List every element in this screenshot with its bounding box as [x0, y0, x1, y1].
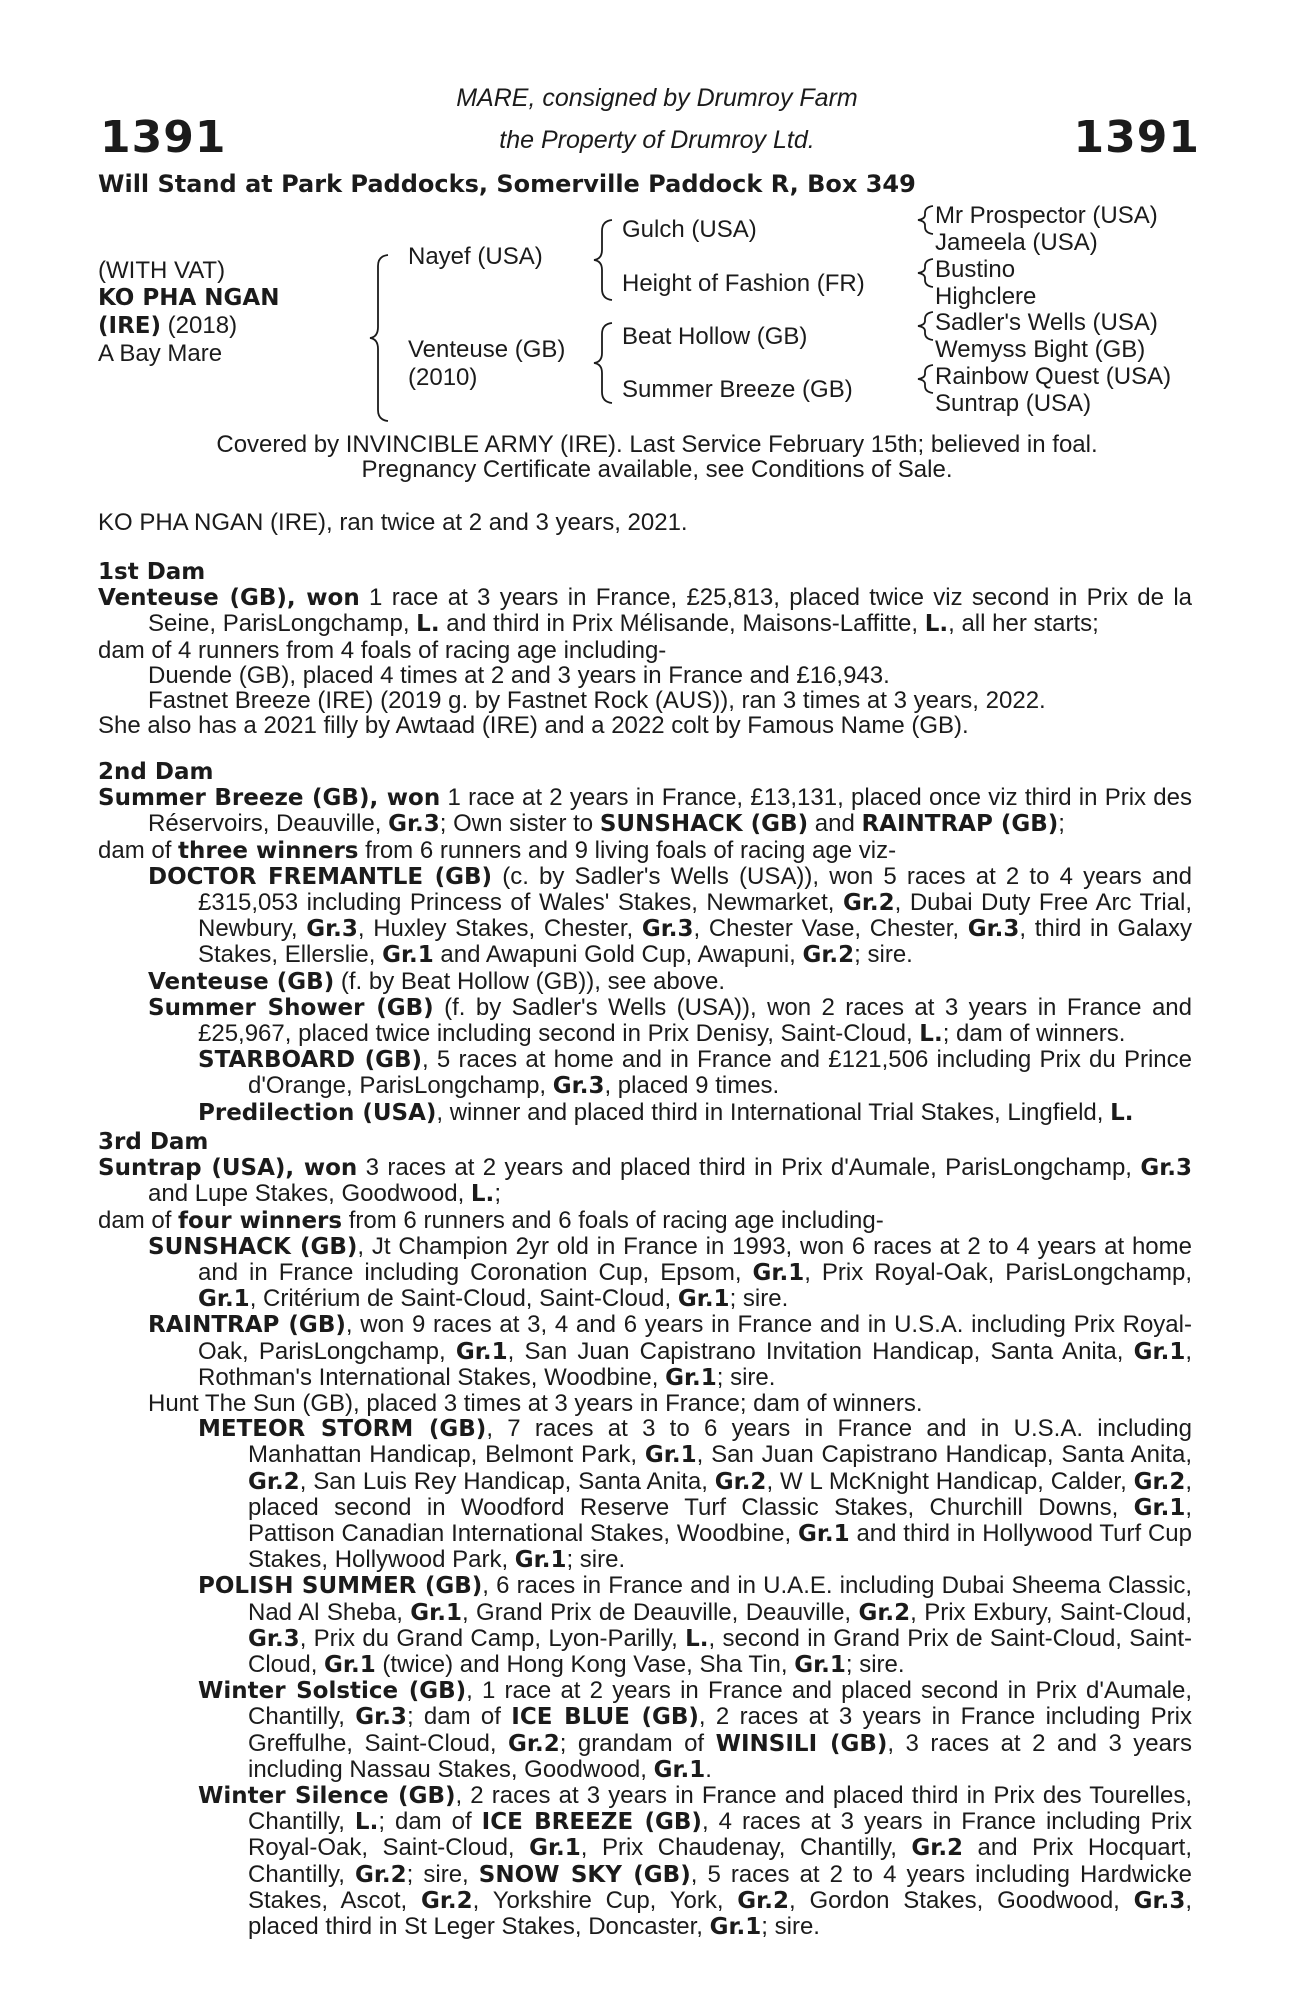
horse-description: A Bay Mare	[98, 340, 223, 367]
third-dam-heading: 3rd Dam	[98, 1129, 209, 1155]
first-dam-young-stock: She also has a 2021 filly by Awtaad (IRE) and a 2022 colt by Famous Name (GB).	[98, 712, 969, 740]
dam-year: (2010)	[408, 364, 478, 391]
stand-location: Will Stand at Park Paddocks, Somerville Paddock R, Box 349	[98, 170, 916, 198]
produce-polish-summer: POLISH SUMMER (GB), 6 races in France and in U.A.E. including Dubai Sheema Classic, Nad Al Sheba, Gr.1, Grand Prix de Deauville, Deauville, Gr.2, Prix Exbury, Saint-Cloud, Gr.3, Prix du Grand Camp, Lyon-Parilly, L., second in Grand Prix de Saint-Cloud, Saint-Cloud, Gr.1 (twice) and Hong Kong Vase, Sha Tin, Gr.1; sire.	[198, 1572, 1192, 1679]
horse-year: (2018)	[161, 312, 238, 339]
produce-winter-silence: Winter Silence (GB), 2 races at 3 years in France and placed third in Prix des Tourelles, Chantilly, L.; dam of ICE BREEZE (GB), 4 races at 3 years in France including Prix Royal-Oak, Saint-Cloud, Gr.1, Prix Chaudenay, Chantilly, Gr.2 and Prix Hocquart, Chantilly, Gr.2; sire, SNOW SKY (GB), 5 races at 2 to 4 years including Hardwicke Stakes, Ascot, Gr.2, Yorkshire Cup, York, Gr.2, Gordon Stakes, Goodwood, Gr.3, placed third in St Leger Stakes, Doncaster, Gr.1; sire.	[198, 1782, 1193, 1941]
race-summary: KO PHA NGAN (IRE), ran twice at 2 and 3 years, 2021.	[98, 509, 688, 536]
dam-sire: Beat Hollow (GB)	[622, 323, 808, 350]
covering-line-1: Covered by INVINCIBLE ARMY (IRE). Last Service February 15th; believed in foal.	[216, 431, 1098, 458]
great-grandparent-1: Mr Prospector (USA)	[935, 202, 1158, 229]
great-grandparent-7: Rainbow Quest (USA)	[935, 363, 1172, 390]
third-dam-section	[98, 1130, 1192, 1940]
sire-sire: Gulch (USA)	[622, 216, 757, 243]
third-dam-record: Suntrap (USA), won 3 races at 2 years and placed third in Prix d'Aumale, ParisLongchamp, Gr.3 and Lupe Stakes, Goodwood, L.;	[98, 1154, 1193, 1208]
produce-doctor-fremantle: DOCTOR FREMANTLE (GB) (c. by Sadler's Wells (USA)), won 5 races at 2 to 4 years and £315,053 including Princess of Wales' Stakes, Newmarket, Gr.2, Dubai Duty Free Arc Trial, Newbury, Gr.3, Huxley Stakes, Chester, Gr.3, Chester Vase, Chester, Gr.3, third in Galaxy Stakes, Ellerslie, Gr.1 and Awapuni Gold Cup, Awapuni, Gr.2; sire.	[148, 862, 1193, 969]
produce-meteor-storm: METEOR STORM (GB), 7 races at 3 to 6 years in France and in U.S.A. including Manhattan Handicap, Belmont Park, Gr.1, San Juan Capistrano Handicap, Santa Anita, Gr.2, San Luis Rey Handicap, Santa Anita, Gr.2, W L McKnight Handicap, Calder, Gr.2, placed second in Woodford Reserve Turf Classic Stakes, Churchill Downs, Gr.1, Pattison Canadian International Stakes, Woodbine, Gr.1 and third in Hollywood Turf Cup Stakes, Hollywood Park, Gr.1; sire.	[198, 1415, 1193, 1574]
covering-note	[0, 432, 1314, 482]
produce-predilection: Predilection (USA), winner and placed third in International Trial Stakes, Lingfield, L.	[198, 1098, 1134, 1126]
second-dam-record: Summer Breeze (GB), won 1 race at 2 years in France, £13,131, placed once viz third in Prix des Réservoirs, Deauville, Gr.3; Own sister to SUNSHACK (GB) and RAINTRAP (GB);	[98, 784, 1192, 838]
great-grandparent-6: Wemyss Bight (GB)	[935, 336, 1146, 363]
dam-name: Venteuse (GB)	[408, 336, 566, 363]
great-grandparent-5: Sadler's Wells (USA)	[935, 309, 1158, 336]
produce-venteuse: Venteuse (GB) (f. by Beat Hollow (GB)), see above.	[148, 967, 726, 995]
second-dam-produce-intro: dam of three winners from 6 runners and 9 living foals of racing age viz-	[98, 836, 897, 864]
consignor-line: MARE, consigned by Drumroy Farm	[456, 84, 858, 112]
second-dam-section	[98, 760, 1192, 1126]
covering-line-2: Pregnancy Certificate available, see Conditions of Sale.	[361, 456, 953, 483]
lot-number-left: 1391	[100, 112, 227, 163]
second-dam-heading: 2nd Dam	[98, 759, 214, 785]
produce-winter-solstice: Winter Solstice (GB), 1 race at 2 years in France and placed second in Prix d'Aumale, Chantilly, Gr.3; dam of ICE BLUE (GB), 2 races at 3 years in France including Prix Greffulhe, Saint-Cloud, Gr.2; grandam of WINSILI (GB), 3 races at 2 and 3 years including Nassau Stakes, Goodwood, Gr.1.	[198, 1677, 1193, 1783]
first-dam-record: Venteuse (GB), won 1 race at 3 years in France, £25,813, placed twice viz second in Prix de la Seine, ParisLongchamp, L. and third in Prix Mélisande, Maisons-Laffitte, L., all her starts;	[98, 584, 1192, 638]
great-grandparent-2: Jameela (USA)	[935, 229, 1098, 256]
first-dam-produce-intro: dam of 4 runners from 4 foals of racing age including-	[98, 636, 667, 664]
third-dam-produce-intro: dam of four winners from 6 runners and 6 foals of racing age including-	[98, 1206, 884, 1234]
horse-origin: (IRE)	[98, 313, 162, 339]
property-line: the Property of Drumroy Ltd.	[499, 126, 815, 154]
great-grandparent-8: Suntrap (USA)	[935, 390, 1092, 417]
produce-raintrap: RAINTRAP (GB), won 9 races at 3, 4 and 6 years in France and in U.S.A. including Prix Royal-Oak, ParisLongchamp, Gr.1, San Juan Capistrano Invitation Handicap, Santa Anita, Gr.1, Rothman's International Stakes, Woodbine, Gr.1; sire.	[148, 1311, 1193, 1391]
great-grandparent-4: Highclere	[935, 283, 1037, 310]
produce-duende: Duende (GB), placed 4 times at 2 and 3 years in France and £16,943.	[148, 661, 890, 689]
produce-summer-shower: Summer Shower (GB) (f. by Sadler's Wells (USA)), won 2 races at 3 years in France and £25,967, placed twice including second in Prix Denisy, Saint-Cloud, L.; dam of winners.	[148, 993, 1192, 1048]
vat-note: (WITH VAT)	[98, 257, 226, 284]
produce-starboard: STARBOARD (GB), 5 races at home and in France and £121,506 including Prix du Prince d'Orange, ParisLongchamp, Gr.3, placed 9 times.	[198, 1046, 1192, 1100]
first-dam-section	[98, 560, 1192, 738]
sire-dam: Height of Fashion (FR)	[622, 270, 865, 297]
dam-dam: Summer Breeze (GB)	[622, 376, 853, 403]
first-dam-heading: 1st Dam	[98, 559, 206, 585]
produce-fastnet-breeze: Fastnet Breeze (IRE) (2019 g. by Fastnet Rock (AUS)), ran 3 times at 3 years, 2022.	[148, 687, 1046, 715]
produce-sunshack: SUNSHACK (GB), Jt Champion 2yr old in France in 1993, won 6 races at 2 to 4 years at home and in France including Coronation Cup, Epsom, Gr.1, Prix Royal-Oak, ParisLongchamp, Gr.1, Critérium de Saint-Cloud, Saint-Cloud, Gr.1; sire.	[148, 1232, 1193, 1313]
horse-name: KO PHA NGAN	[98, 285, 280, 311]
sire-name: Nayef (USA)	[408, 243, 543, 270]
great-grandparent-3: Bustino	[935, 256, 1016, 283]
lot-number-right: 1391	[1073, 112, 1200, 163]
produce-hunt-the-sun: Hunt The Sun (GB), placed 3 times at 3 years in France; dam of winners.	[148, 1390, 923, 1418]
